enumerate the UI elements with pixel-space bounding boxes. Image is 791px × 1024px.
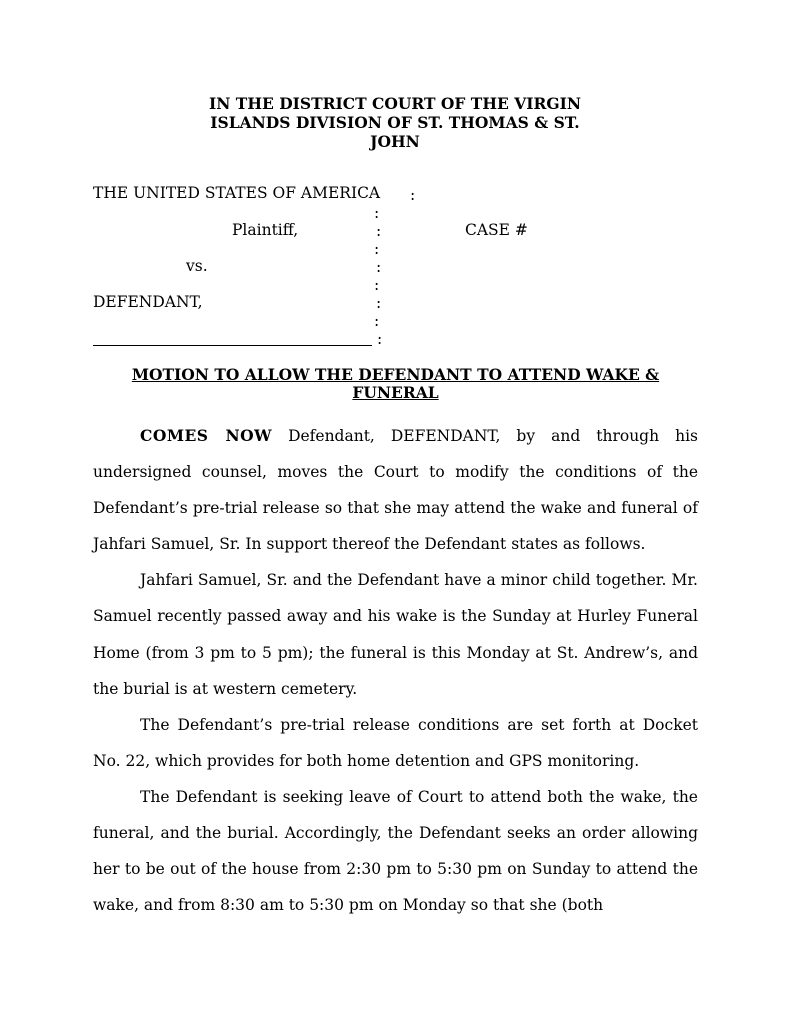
paragraph-3: The Defendant’s pre-trial release conditions are set forth at Docket No. 22, which provides for both home detention and GPS monitoring. — [93, 715, 698, 770]
motion-title-line-1: MOTION TO ALLOW THE DEFENDANT TO ATTEND WAKE & — [131, 365, 660, 384]
caption-colon: : — [374, 240, 380, 258]
comes-now-lead: COMES NOW — [140, 426, 273, 445]
court-header-line-3: JOHN — [370, 132, 420, 151]
paragraph-1-text: Defendant, DEFENDANT, by and through his undersigned counsel, moves the Court to modify the conditions of the Defendant’s pre-trial release so that she may attend the wake and funeral of Jahfari Samuel, Sr. In support thereof the Defendant states as follows. — [93, 427, 698, 554]
paragraph-1 — [93, 418, 698, 562]
court-header — [180, 94, 610, 151]
paragraph-4: The Defendant is seeking leave of Court to attend both the wake, the funeral, and the burial. Accordingly, the Defendant seeks an order allowing her to be out of the house from 2:30 pm to 5:30 pm on Sunday to attend the wake, and from 8:30 am to 5:30 pm on Monday so that she (both — [93, 787, 698, 915]
plaintiff-party: THE UNITED STATES OF AMERICA — [93, 184, 381, 202]
court-header-line-2: ISLANDS DIVISION OF ST. THOMAS & ST. — [210, 113, 580, 132]
caption-colon: : — [377, 330, 383, 348]
caption-rule — [93, 345, 372, 346]
motion-title — [110, 366, 681, 402]
versus-label: vs. — [186, 257, 208, 275]
caption-colon: : — [410, 186, 416, 204]
motion-title-line-2: FUNERAL — [352, 383, 439, 402]
caption-colon: : — [376, 222, 382, 240]
caption-colon: : — [374, 204, 380, 222]
caption-colon: : — [374, 312, 380, 330]
caption-colon: : — [374, 276, 380, 294]
motion-body — [93, 418, 698, 923]
caption-colon: : — [376, 258, 382, 276]
plaintiff-role: Plaintiff, — [232, 221, 299, 239]
case-number-label: CASE # — [465, 221, 528, 239]
caption-colon: : — [376, 294, 382, 312]
court-header-line-1: IN THE DISTRICT COURT OF THE VIRGIN — [208, 94, 582, 113]
paragraph-2: Jahfari Samuel, Sr. and the Defendant have a minor child together. Mr. Samuel recently passed away and his wake is the Sunday at Hurley Funeral Home (from 3 pm to 5 pm); the funeral is this Monday at St. Andrew’s, and the burial is at western cemetery. — [93, 571, 698, 698]
defendant-party: DEFENDANT, — [93, 293, 203, 311]
